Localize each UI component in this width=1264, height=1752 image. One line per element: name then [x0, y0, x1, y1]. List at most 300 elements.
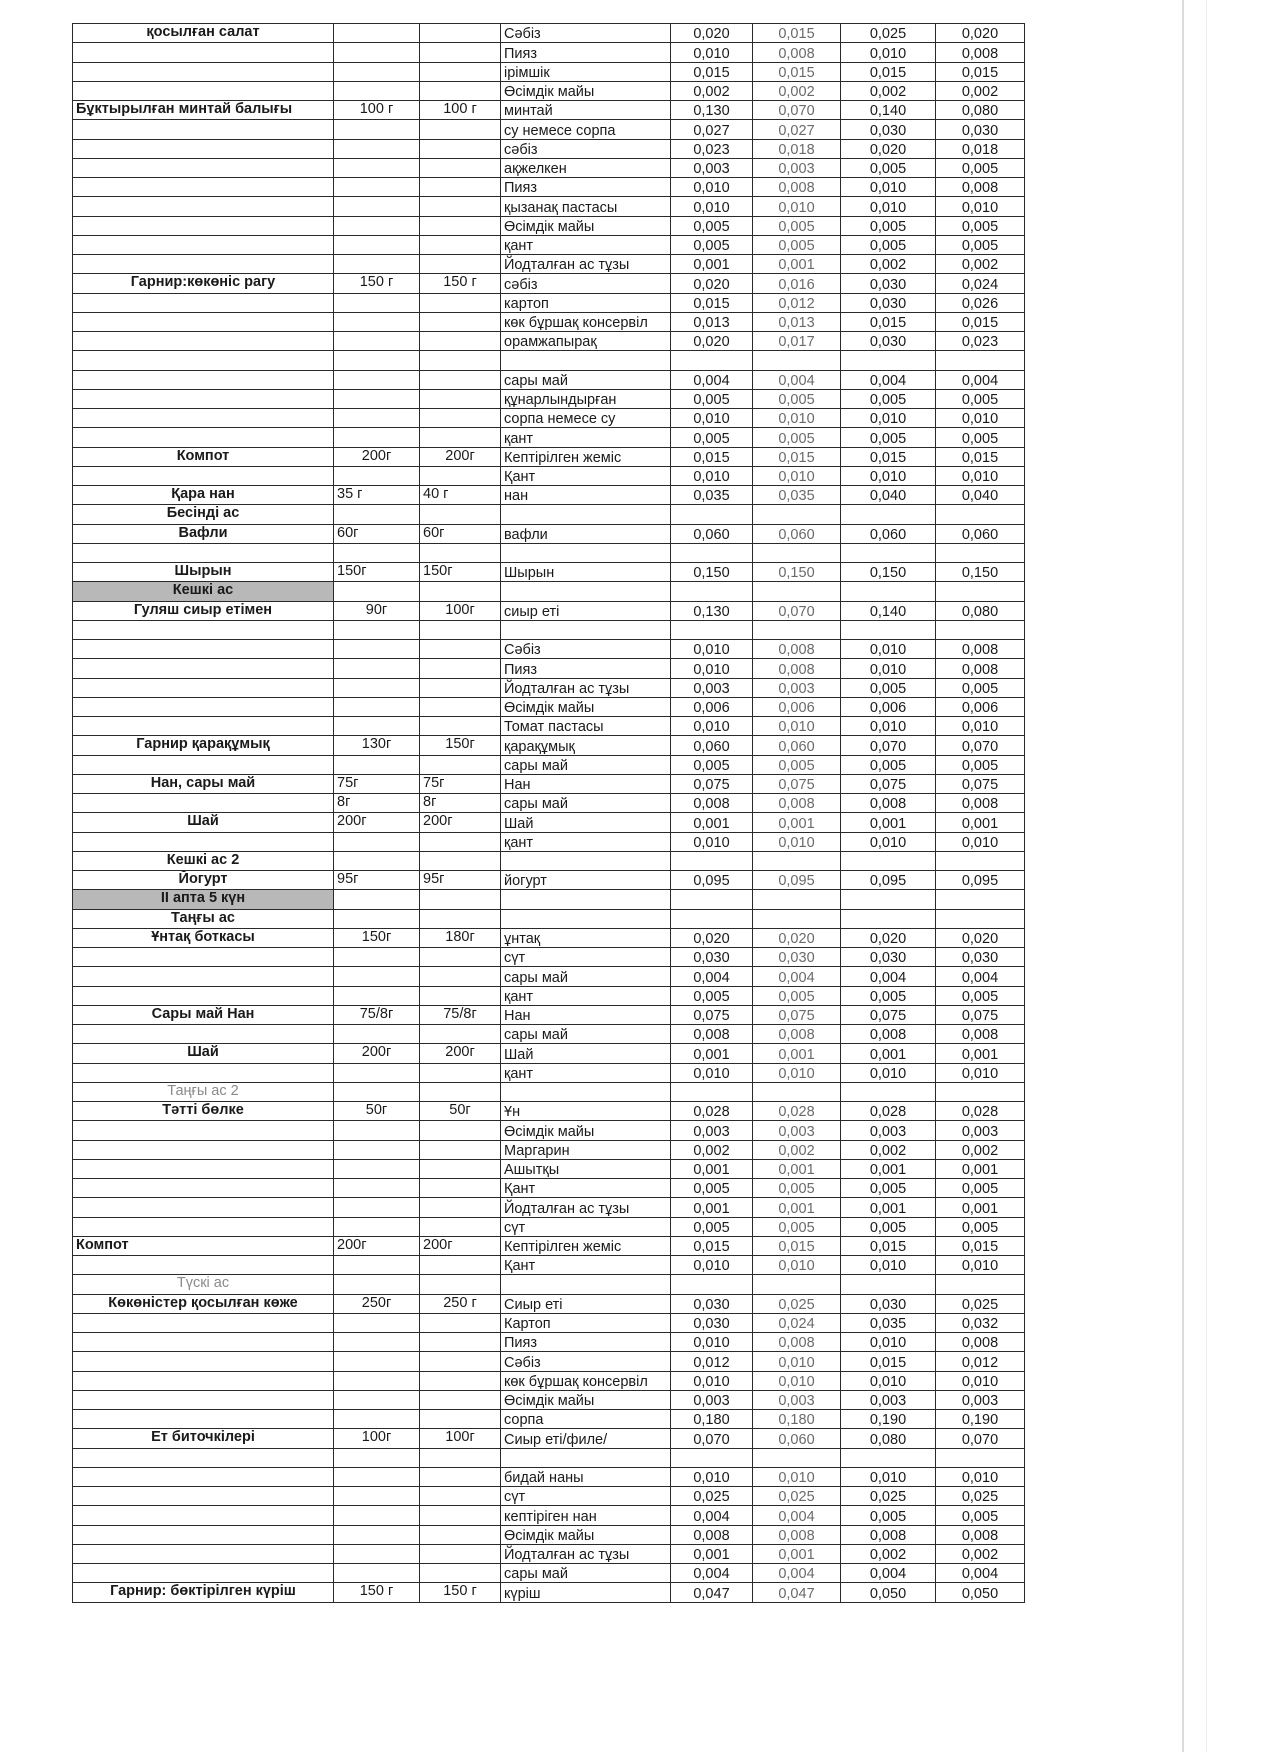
portion-small-cell [334, 832, 420, 851]
dish-name-cell [73, 967, 334, 986]
net-small-cell: 0,015 [753, 447, 841, 466]
net-large-cell: 0,010 [936, 466, 1025, 485]
portion-small-cell [334, 1390, 420, 1409]
portion-large-cell [420, 1217, 501, 1236]
net-small-cell: 0,024 [753, 1313, 841, 1332]
net-large-cell [936, 620, 1025, 639]
dish-name-cell [73, 1256, 334, 1275]
dish-name-cell: Йогурт [73, 871, 334, 890]
portion-large-cell [420, 255, 501, 274]
portion-small-cell: 100г [334, 1429, 420, 1448]
gross-large-cell: 0,005 [841, 755, 936, 774]
table-row [73, 1217, 1025, 1236]
gross-small-cell: 0,004 [671, 1506, 753, 1525]
table-row [73, 274, 1025, 293]
portion-small-cell [334, 659, 420, 678]
net-large-cell: 0,004 [936, 1564, 1025, 1583]
ingredient-cell [501, 909, 671, 928]
net-small-cell: 0,020 [753, 928, 841, 947]
gross-small-cell: 0,005 [671, 235, 753, 254]
gross-small-cell [671, 543, 753, 562]
net-small-cell: 0,005 [753, 428, 841, 447]
gross-small-cell: 0,005 [671, 1217, 753, 1236]
dish-name-cell [73, 1179, 334, 1198]
net-small-cell [753, 505, 841, 524]
gross-small-cell: 0,030 [671, 1294, 753, 1313]
gross-small-cell: 0,004 [671, 967, 753, 986]
gross-small-cell [671, 351, 753, 370]
portion-small-cell [334, 332, 420, 351]
net-large-cell: 0,005 [936, 428, 1025, 447]
dish-name-cell [73, 409, 334, 428]
table-row [73, 1583, 1025, 1602]
net-large-cell: 0,001 [936, 1159, 1025, 1178]
net-small-cell: 0,005 [753, 1179, 841, 1198]
net-small-cell: 0,001 [753, 1198, 841, 1217]
ingredient-cell: Нан [501, 774, 671, 793]
portion-small-cell [334, 717, 420, 736]
gross-large-cell: 0,005 [841, 1506, 936, 1525]
dish-name-cell [73, 332, 334, 351]
dish-name-cell [73, 948, 334, 967]
net-large-cell: 0,023 [936, 332, 1025, 351]
net-small-cell: 0,008 [753, 178, 841, 197]
net-large-cell: 0,050 [936, 1583, 1025, 1602]
portion-small-cell [334, 1198, 420, 1217]
portion-small-cell [334, 216, 420, 235]
dish-name-cell [73, 640, 334, 659]
gross-small-cell: 0,027 [671, 120, 753, 139]
dish-name-cell [73, 1506, 334, 1525]
net-large-cell [936, 351, 1025, 370]
portion-large-cell [420, 967, 501, 986]
gross-small-cell: 0,130 [671, 101, 753, 120]
portion-small-cell [334, 1275, 420, 1294]
gross-small-cell: 0,005 [671, 1179, 753, 1198]
portion-large-cell [420, 1467, 501, 1486]
gross-large-cell: 0,015 [841, 312, 936, 331]
dish-name-cell: Гуляш сиыр етімен [73, 601, 334, 620]
gross-large-cell: 0,002 [841, 1140, 936, 1159]
portion-large-cell: 150 г [420, 274, 501, 293]
table-row [73, 890, 1025, 909]
gross-large-cell: 0,010 [841, 1333, 936, 1352]
net-large-cell: 0,020 [936, 928, 1025, 947]
gross-large-cell [841, 1275, 936, 1294]
ingredient-cell: қант [501, 832, 671, 851]
portion-small-cell [334, 158, 420, 177]
gross-small-cell [671, 1275, 753, 1294]
dish-name-cell: Кешкі ас 2 [73, 851, 334, 870]
dish-name-cell: Компот [73, 1236, 334, 1255]
table-row [73, 389, 1025, 408]
gross-large-cell: 0,010 [841, 1063, 936, 1082]
net-large-cell: 0,006 [936, 697, 1025, 716]
table-row [73, 139, 1025, 158]
portion-large-cell: 100г [420, 1429, 501, 1448]
dish-name-cell [73, 158, 334, 177]
gross-small-cell: 0,010 [671, 197, 753, 216]
dish-name-cell: Шай [73, 813, 334, 832]
net-small-cell: 0,005 [753, 755, 841, 774]
net-small-cell: 0,001 [753, 1044, 841, 1063]
gross-large-cell: 0,070 [841, 736, 936, 755]
gross-small-cell: 0,015 [671, 62, 753, 81]
ingredient-cell: кептіріген нан [501, 1506, 671, 1525]
portion-small-cell [334, 120, 420, 139]
net-small-cell: 0,004 [753, 370, 841, 389]
net-large-cell: 0,003 [936, 1390, 1025, 1409]
gross-large-cell: 0,005 [841, 986, 936, 1005]
gross-small-cell [671, 909, 753, 928]
portion-small-cell [334, 1159, 420, 1178]
gross-small-cell: 0,075 [671, 1005, 753, 1024]
portion-large-cell: 100г [420, 601, 501, 620]
gross-small-cell: 0,005 [671, 389, 753, 408]
gross-large-cell: 0,190 [841, 1410, 936, 1429]
portion-large-cell: 8г [420, 794, 501, 813]
gross-small-cell: 0,010 [671, 659, 753, 678]
portion-small-cell [334, 466, 420, 485]
dish-name-cell [73, 1217, 334, 1236]
net-large-cell: 0,010 [936, 832, 1025, 851]
ingredient-cell: қант [501, 986, 671, 1005]
portion-large-cell: 180г [420, 928, 501, 947]
gross-small-cell: 0,001 [671, 1544, 753, 1563]
net-large-cell: 0,005 [936, 1179, 1025, 1198]
ingredient-cell: Пияз [501, 43, 671, 62]
table-row [73, 832, 1025, 851]
ingredient-cell: Өсімдік майы [501, 697, 671, 716]
table-row [73, 332, 1025, 351]
net-large-cell: 0,025 [936, 1294, 1025, 1313]
gross-large-cell: 0,015 [841, 447, 936, 466]
portion-small-cell: 8г [334, 794, 420, 813]
gross-small-cell [671, 1082, 753, 1101]
net-small-cell: 0,016 [753, 274, 841, 293]
dish-name-cell [73, 1063, 334, 1082]
table-row [73, 447, 1025, 466]
ingredient-cell: Сәбіз [501, 640, 671, 659]
ingredient-cell: Қант [501, 466, 671, 485]
table-row [73, 216, 1025, 235]
dish-name-cell [73, 832, 334, 851]
portion-large-cell: 95г [420, 871, 501, 890]
portion-small-cell: 150 г [334, 1583, 420, 1602]
net-small-cell [753, 620, 841, 639]
ingredient-cell: Маргарин [501, 1140, 671, 1159]
portion-large-cell [420, 1564, 501, 1583]
net-small-cell: 0,012 [753, 293, 841, 312]
net-large-cell: 0,005 [936, 216, 1025, 235]
dish-name-cell [73, 1159, 334, 1178]
ingredient-cell: ақжелкен [501, 158, 671, 177]
table-row [73, 1294, 1025, 1313]
portion-large-cell [420, 986, 501, 1005]
portion-large-cell [420, 1063, 501, 1082]
portion-small-cell [334, 1140, 420, 1159]
portion-small-cell [334, 178, 420, 197]
net-small-cell: 0,075 [753, 774, 841, 793]
ingredient-cell: Пияз [501, 1333, 671, 1352]
net-small-cell: 0,005 [753, 1217, 841, 1236]
table-row [73, 428, 1025, 447]
ingredient-cell: қант [501, 235, 671, 254]
dish-name-cell: Шай [73, 1044, 334, 1063]
table-row [73, 197, 1025, 216]
portion-small-cell: 75/8г [334, 1005, 420, 1024]
net-large-cell: 0,008 [936, 640, 1025, 659]
portion-large-cell [420, 1159, 501, 1178]
gross-small-cell: 0,025 [671, 1487, 753, 1506]
ingredient-cell: сары май [501, 967, 671, 986]
portion-large-cell [420, 948, 501, 967]
portion-small-cell [334, 640, 420, 659]
ingredient-cell: қант [501, 1063, 671, 1082]
dish-name-cell [73, 62, 334, 81]
gross-small-cell: 0,001 [671, 255, 753, 274]
dish-name-cell: Көкөністер қосылған көже [73, 1294, 334, 1313]
gross-small-cell: 0,180 [671, 1410, 753, 1429]
portion-large-cell [420, 24, 501, 43]
table-row [73, 1063, 1025, 1082]
net-large-cell: 0,010 [936, 717, 1025, 736]
net-large-cell [936, 1082, 1025, 1101]
portion-large-cell [420, 1333, 501, 1352]
gross-large-cell: 0,002 [841, 1544, 936, 1563]
gross-small-cell: 0,020 [671, 274, 753, 293]
ingredient-cell: сары май [501, 755, 671, 774]
portion-large-cell [420, 1506, 501, 1525]
net-small-cell: 0,001 [753, 1544, 841, 1563]
gross-large-cell [841, 620, 936, 639]
table-row [73, 948, 1025, 967]
net-small-cell: 0,010 [753, 1467, 841, 1486]
portion-large-cell [420, 332, 501, 351]
portion-large-cell: 75/8г [420, 1005, 501, 1024]
table-row [73, 486, 1025, 505]
gross-large-cell: 0,025 [841, 24, 936, 43]
gross-large-cell: 0,020 [841, 139, 936, 158]
table-row [73, 871, 1025, 890]
net-large-cell: 0,060 [936, 524, 1025, 543]
net-large-cell [936, 909, 1025, 928]
dish-name-cell: Компот [73, 447, 334, 466]
net-small-cell: 0,004 [753, 967, 841, 986]
net-large-cell: 0,020 [936, 24, 1025, 43]
dish-name-cell [73, 178, 334, 197]
net-small-cell: 0,003 [753, 1121, 841, 1140]
portion-small-cell [334, 81, 420, 100]
dish-name-cell [73, 428, 334, 447]
net-small-cell: 0,008 [753, 659, 841, 678]
gross-large-cell [841, 505, 936, 524]
gross-large-cell: 0,030 [841, 948, 936, 967]
portion-small-cell [334, 1352, 420, 1371]
menu-ingredients-table [72, 23, 1025, 1603]
portion-small-cell [334, 948, 420, 967]
portion-large-cell [420, 832, 501, 851]
net-small-cell: 0,008 [753, 1025, 841, 1044]
ingredient-cell: Қант [501, 1179, 671, 1198]
ingredient-cell [501, 543, 671, 562]
portion-small-cell [334, 1410, 420, 1429]
net-large-cell: 0,008 [936, 659, 1025, 678]
net-small-cell: 0,027 [753, 120, 841, 139]
net-small-cell: 0,004 [753, 1564, 841, 1583]
net-small-cell: 0,005 [753, 389, 841, 408]
ingredient-cell: Сәбіз [501, 1352, 671, 1371]
portion-large-cell: 150г [420, 736, 501, 755]
net-small-cell: 0,010 [753, 1371, 841, 1390]
portion-small-cell [334, 1544, 420, 1563]
net-small-cell [753, 1448, 841, 1467]
dish-name-cell [73, 293, 334, 312]
portion-small-cell: 50г [334, 1102, 420, 1121]
table-row [73, 1102, 1025, 1121]
net-large-cell: 0,015 [936, 62, 1025, 81]
net-small-cell: 0,025 [753, 1487, 841, 1506]
ingredient-cell: Шай [501, 1044, 671, 1063]
table-row [73, 678, 1025, 697]
gross-large-cell [841, 890, 936, 909]
ingredient-cell: орамжапырақ [501, 332, 671, 351]
dish-name-cell: Қара нан [73, 486, 334, 505]
menu-table-body [73, 24, 1025, 1603]
net-small-cell: 0,150 [753, 563, 841, 582]
portion-small-cell [334, 1564, 420, 1583]
net-small-cell: 0,015 [753, 24, 841, 43]
portion-large-cell [420, 851, 501, 870]
net-small-cell: 0,005 [753, 216, 841, 235]
gross-large-cell: 0,005 [841, 428, 936, 447]
net-large-cell: 0,002 [936, 255, 1025, 274]
net-large-cell: 0,005 [936, 158, 1025, 177]
gross-large-cell: 0,004 [841, 1564, 936, 1583]
gross-large-cell: 0,006 [841, 697, 936, 716]
net-large-cell: 0,005 [936, 1217, 1025, 1236]
net-small-cell: 0,004 [753, 1506, 841, 1525]
net-large-cell: 0,012 [936, 1352, 1025, 1371]
net-large-cell [936, 851, 1025, 870]
table-row [73, 967, 1025, 986]
ingredient-cell: қарақұмық [501, 736, 671, 755]
net-large-cell: 0,001 [936, 813, 1025, 832]
dish-name-cell [73, 543, 334, 562]
portion-small-cell [334, 351, 420, 370]
gross-small-cell: 0,008 [671, 1525, 753, 1544]
net-large-cell: 0,040 [936, 486, 1025, 505]
portion-small-cell [334, 389, 420, 408]
ingredient-cell: Пияз [501, 178, 671, 197]
table-row [73, 1082, 1025, 1101]
net-large-cell: 0,075 [936, 1005, 1025, 1024]
portion-small-cell [334, 1063, 420, 1082]
net-large-cell: 0,010 [936, 409, 1025, 428]
dish-name-cell: Кешкі ас [73, 582, 334, 601]
portion-small-cell: 90г [334, 601, 420, 620]
gross-large-cell: 0,005 [841, 389, 936, 408]
gross-large-cell: 0,008 [841, 794, 936, 813]
portion-small-cell: 200г [334, 1236, 420, 1255]
gross-small-cell: 0,013 [671, 312, 753, 331]
net-small-cell: 0,070 [753, 101, 841, 120]
table-row [73, 81, 1025, 100]
dish-name-cell [73, 1140, 334, 1159]
dish-name-cell: Ұнтақ боткасы [73, 928, 334, 947]
net-small-cell [753, 851, 841, 870]
gross-small-cell: 0,010 [671, 1256, 753, 1275]
gross-small-cell: 0,010 [671, 466, 753, 485]
net-large-cell: 0,008 [936, 43, 1025, 62]
ingredient-cell: сорпа немесе су [501, 409, 671, 428]
gross-small-cell: 0,001 [671, 1159, 753, 1178]
table-row [73, 312, 1025, 331]
portion-small-cell: 100 г [334, 101, 420, 120]
ingredient-cell: Сәбіз [501, 24, 671, 43]
ingredient-cell [501, 1275, 671, 1294]
dish-name-cell [73, 43, 334, 62]
ingredient-cell [501, 505, 671, 524]
table-row [73, 755, 1025, 774]
dish-name-cell: ІІ апта 5 күн [73, 890, 334, 909]
ingredient-cell: Ұн [501, 1102, 671, 1121]
gross-large-cell: 0,004 [841, 967, 936, 986]
ingredient-cell: Картоп [501, 1313, 671, 1332]
net-small-cell: 0,095 [753, 871, 841, 890]
table-row [73, 986, 1025, 1005]
portion-large-cell [420, 370, 501, 389]
table-row [73, 1410, 1025, 1429]
gross-small-cell: 0,015 [671, 293, 753, 312]
gross-large-cell: 0,010 [841, 178, 936, 197]
net-small-cell: 0,003 [753, 1390, 841, 1409]
net-large-cell [936, 543, 1025, 562]
dish-name-cell [73, 1025, 334, 1044]
ingredient-cell: сары май [501, 794, 671, 813]
portion-large-cell [420, 582, 501, 601]
ingredient-cell: сары май [501, 1025, 671, 1044]
table-row [73, 1371, 1025, 1390]
dish-name-cell [73, 794, 334, 813]
gross-small-cell: 0,001 [671, 1198, 753, 1217]
portion-small-cell [334, 697, 420, 716]
portion-large-cell [420, 1352, 501, 1371]
portion-small-cell [334, 24, 420, 43]
gross-large-cell: 0,015 [841, 62, 936, 81]
net-small-cell: 0,001 [753, 255, 841, 274]
portion-small-cell [334, 1313, 420, 1332]
portion-large-cell [420, 1371, 501, 1390]
table-row [73, 466, 1025, 485]
gross-small-cell: 0,005 [671, 755, 753, 774]
ingredient-cell: ірімшік [501, 62, 671, 81]
table-row [73, 1390, 1025, 1409]
gross-small-cell: 0,005 [671, 428, 753, 447]
ingredient-cell: Өсімдік майы [501, 1390, 671, 1409]
gross-large-cell: 0,008 [841, 1025, 936, 1044]
net-large-cell [936, 1448, 1025, 1467]
portion-small-cell [334, 1525, 420, 1544]
net-large-cell: 0,015 [936, 312, 1025, 331]
table-row [73, 351, 1025, 370]
dish-name-cell [73, 697, 334, 716]
gross-large-cell: 0,002 [841, 255, 936, 274]
dish-name-cell [73, 755, 334, 774]
table-row [73, 1525, 1025, 1544]
dish-name-cell [73, 197, 334, 216]
gross-small-cell: 0,003 [671, 158, 753, 177]
